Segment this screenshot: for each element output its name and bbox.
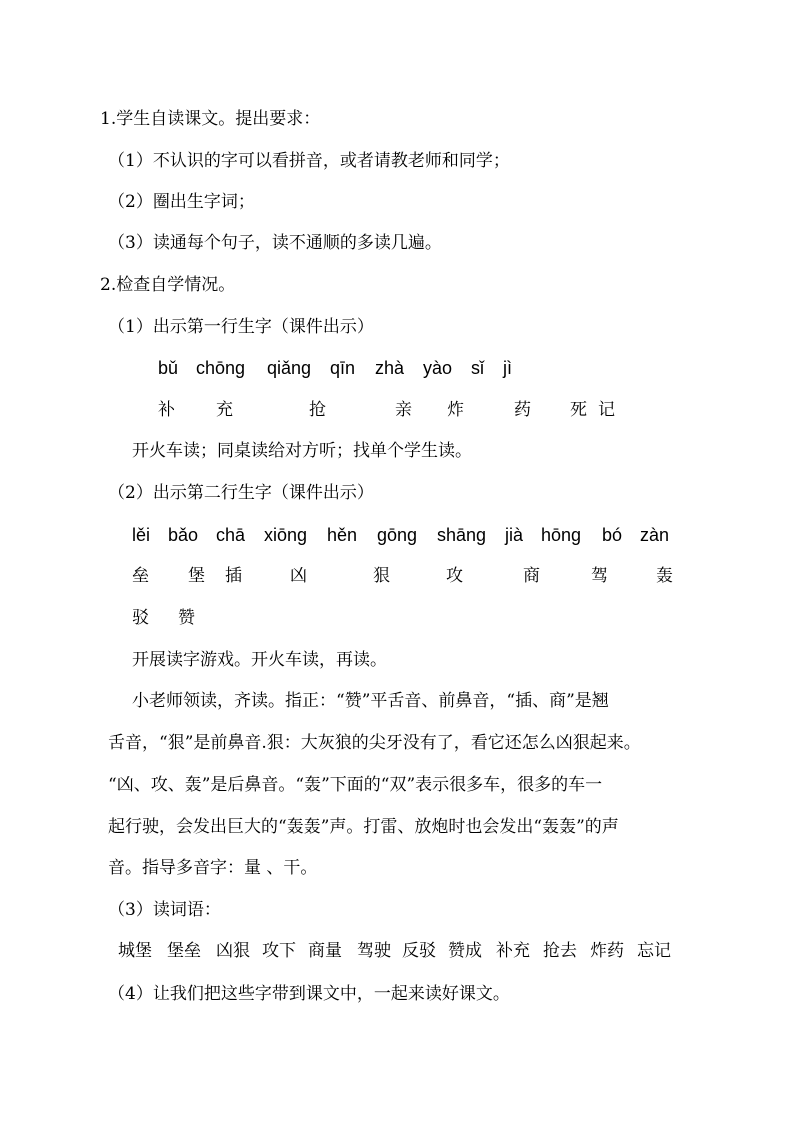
row1-pinyin	[0, 357, 700, 379]
pinyin-item: jì	[503, 358, 512, 378]
row2-pinyin	[0, 524, 700, 546]
pinyin-item: bǎo	[168, 525, 199, 545]
requirement-item-2: （2）圈出生字词；	[108, 192, 255, 212]
pinyin-item: chōng	[196, 358, 246, 378]
row2-characters	[0, 565, 700, 587]
word-item: 城堡	[118, 941, 152, 961]
row1-title: （1）出示第一行生字（课件出示）	[108, 317, 374, 337]
word-item: 抢去	[543, 941, 577, 961]
character-item: 堡	[188, 566, 205, 586]
character-item: 充	[216, 400, 233, 420]
pinyin-item: qiǎng	[267, 358, 312, 378]
word-item: 补充	[496, 941, 530, 961]
word-item: 炸药	[590, 941, 624, 961]
pinyin-item: jià	[505, 525, 524, 545]
section2-heading: 2.检查自学情况。	[100, 275, 236, 295]
row2-characters-wrap	[0, 607, 700, 629]
word-item: 赞成	[448, 941, 482, 961]
character-item: 凶	[290, 566, 307, 586]
character-item: 炸	[447, 400, 464, 420]
row2-note: 开展读字游戏。开火车读，再读。	[132, 650, 387, 670]
row1-characters	[0, 399, 700, 421]
row2-paragraph-line-1: 小老师领读，齐读。指正：“赞”平舌音、前鼻音，“插、商”是翘	[132, 691, 609, 711]
row2-paragraph-line-2: 舌音，“狠”是前鼻音.狠：大灰狼的尖牙没有了，看它还怎么凶狠起来。	[108, 733, 641, 753]
pinyin-item: zàn	[640, 525, 670, 545]
row2-paragraph-line-3: “凶、攻、轰”是后鼻音。“轰”下面的“双”表示很多车，很多的车一	[108, 775, 603, 795]
pinyin-item: chā	[216, 525, 246, 545]
pinyin-item: lěi	[132, 525, 151, 545]
pinyin-item: zhà	[375, 358, 405, 378]
character-item: 赞	[178, 608, 195, 628]
character-item: 垒	[132, 566, 149, 586]
character-item: 插	[225, 566, 242, 586]
row3-title: （3）读词语：	[108, 900, 221, 920]
row4-title: （4）让我们把这些字带到课文中，一起来读好课文。	[108, 984, 510, 1004]
character-item: 攻	[446, 566, 463, 586]
pinyin-item: bó	[602, 525, 623, 545]
pinyin-item: shāng	[437, 525, 487, 545]
pinyin-item: bǔ	[158, 358, 179, 378]
requirement-item-3: （3）读通每个句子，读不通顺的多读几遍。	[108, 233, 442, 253]
character-item: 驳	[132, 608, 149, 628]
row1-note: 开火车读；同桌读给对方听；找单个学生读。	[132, 441, 472, 461]
pinyin-item: hěn	[327, 525, 358, 545]
character-item: 记	[598, 400, 615, 420]
character-item: 驾	[591, 566, 608, 586]
word-item: 反驳	[402, 941, 436, 961]
character-item: 亲	[395, 400, 412, 420]
row2-paragraph-line-5: 音。指导多音字：量 、干。	[108, 858, 318, 878]
pinyin-item: gōng	[377, 525, 418, 545]
character-item: 抢	[309, 400, 326, 420]
character-item: 轰	[656, 566, 673, 586]
requirement-item-1: （1）不认识的字可以看拼音，或者请教老师和同学；	[108, 151, 510, 171]
pinyin-item: qīn	[330, 358, 356, 378]
pinyin-item: xiōng	[264, 525, 308, 545]
word-item: 商量	[308, 941, 342, 961]
word-item: 攻下	[262, 941, 296, 961]
section1-heading: 1.学生自读课文。提出要求：	[100, 109, 321, 129]
word-item: 凶狠	[216, 941, 250, 961]
row2-paragraph-line-4: 起行驶，会发出巨大的“轰轰”声。打雷、放炮时也会发出“轰轰”的声	[108, 817, 619, 837]
row3-words	[0, 940, 700, 962]
character-item: 死	[570, 400, 587, 420]
word-item: 忘记	[637, 941, 671, 961]
word-item: 堡垒	[167, 941, 201, 961]
row2-title: （2）出示第二行生字（课件出示）	[108, 483, 374, 503]
character-item: 商	[523, 566, 540, 586]
character-item: 狠	[373, 566, 390, 586]
pinyin-item: yào	[423, 358, 453, 378]
pinyin-item: hōng	[541, 525, 582, 545]
pinyin-item: sǐ	[471, 358, 484, 378]
character-item: 补	[158, 400, 175, 420]
word-item: 驾驶	[357, 941, 391, 961]
character-item: 药	[514, 400, 531, 420]
